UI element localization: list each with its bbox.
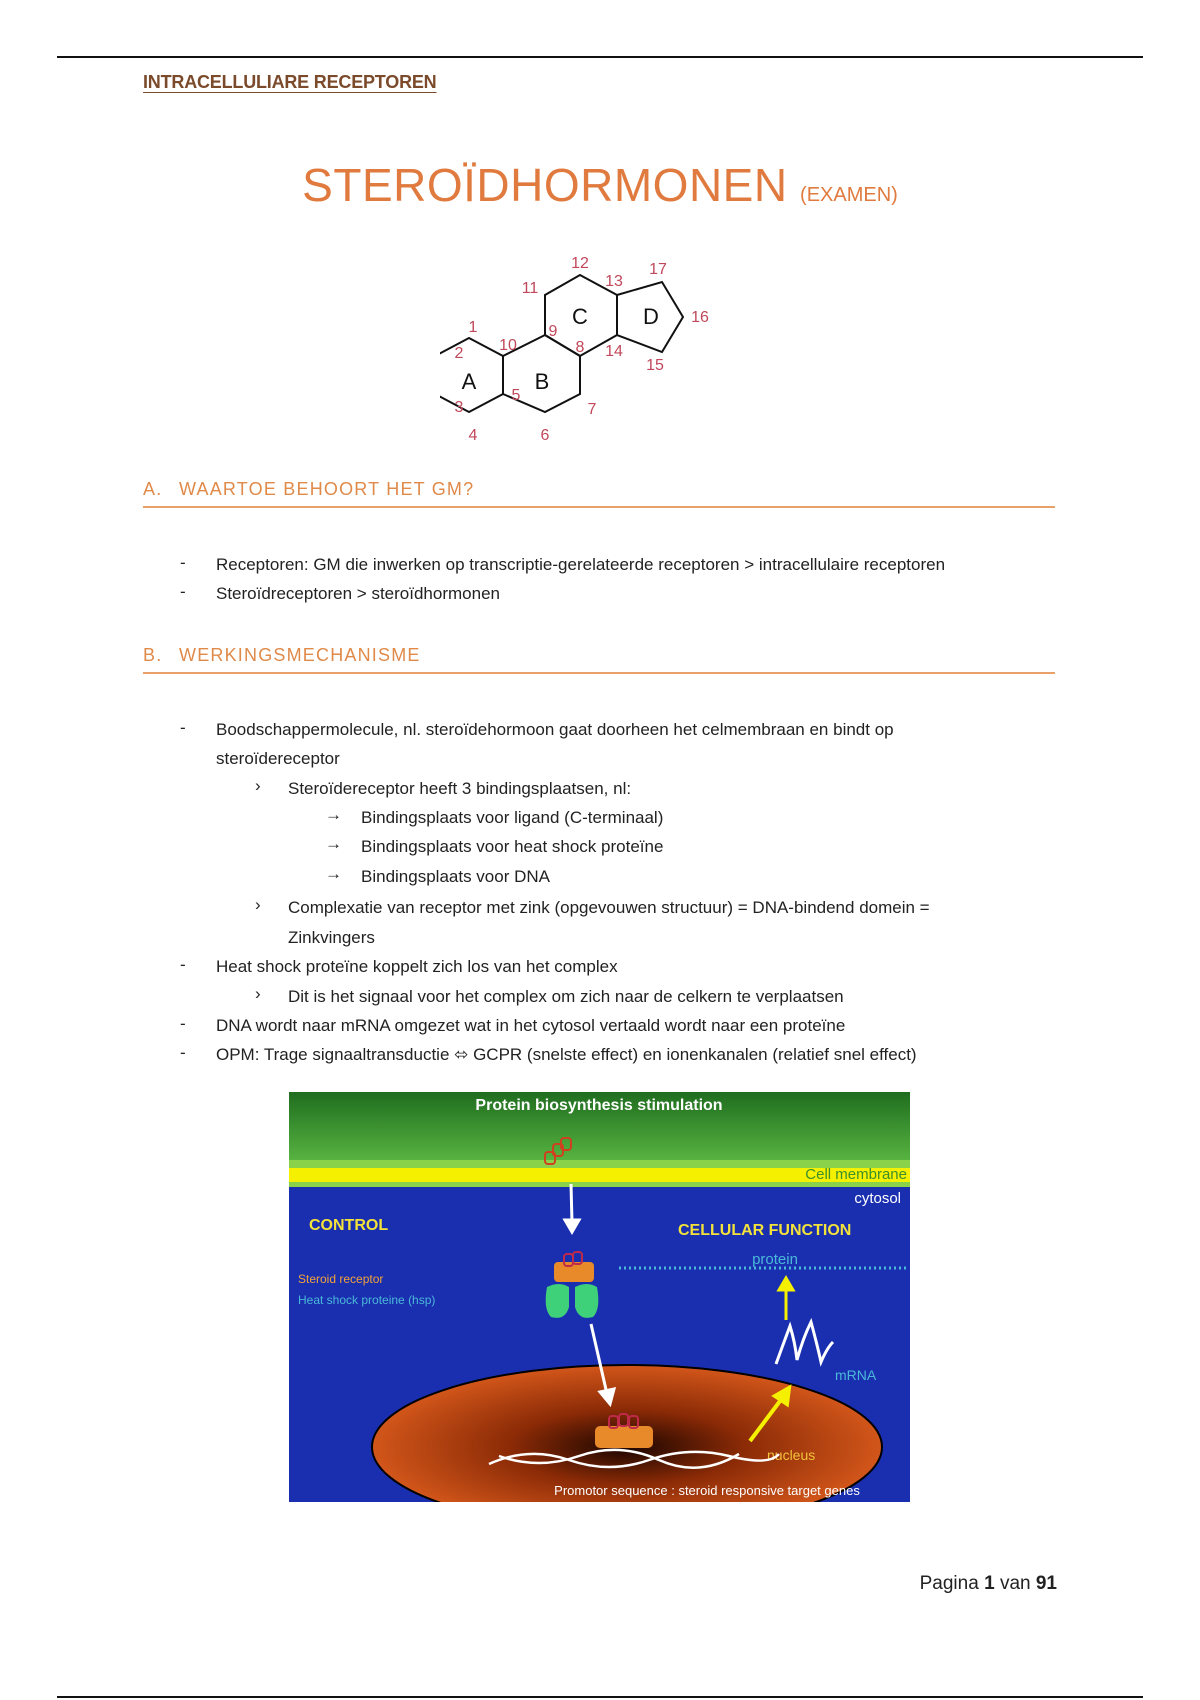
bullet-arrow: → <box>325 834 342 853</box>
ring-label-b: B <box>534 369 550 394</box>
list-item: Steroïdreceptoren > steroïdhormonen <box>216 584 500 603</box>
list-item: Steroïdereceptor heeft 3 bindingsplaatsen, nl: <box>288 779 632 798</box>
list-item-continuation: steroïdereceptor <box>216 749 340 768</box>
bullet-chevron: › <box>255 895 261 914</box>
footer-prefix: Pagina <box>919 1573 979 1594</box>
section-heading-b <box>143 645 1055 674</box>
atom-number: 12 <box>571 255 589 272</box>
atom-number: 15 <box>646 357 664 374</box>
control-label: CONTROL <box>309 1217 389 1234</box>
bullet-arrow: → <box>325 864 342 883</box>
atom-number: 14 <box>605 343 623 360</box>
protein-label: protein <box>752 1251 798 1268</box>
bullet-dash: - <box>180 955 186 974</box>
steroid-skeleton-diagram <box>440 245 760 455</box>
atom-number: 4 <box>468 427 478 444</box>
section-letter: A. <box>143 479 163 499</box>
atom-number: 1 <box>468 319 478 336</box>
list-item-continuation: Zinkvingers <box>288 928 375 947</box>
bullet-dash: - <box>180 582 186 601</box>
atom-number: 2 <box>454 345 464 362</box>
section-heading-text: WERKINGSMECHANISME <box>179 645 421 665</box>
bullet-chevron: › <box>255 984 261 1003</box>
top-rule <box>57 56 1143 58</box>
ring-label-a: A <box>461 369 477 394</box>
bullet-dash: - <box>180 1043 186 1062</box>
document-title <box>0 158 1200 212</box>
list-item: Bindingsplaats voor heat shock proteïne <box>361 837 664 856</box>
list-item: Dit is het signaal voor het complex om zich naar de celkern te verplaatsen <box>288 987 844 1006</box>
promotor-label: Promotor sequence : steroid responsive target genes <box>554 1483 860 1498</box>
bullet-chevron: › <box>255 776 261 795</box>
atom-number: 5 <box>511 387 521 404</box>
header-title: INTRACELLULIARE RECEPTOREN <box>143 72 437 92</box>
cell-membrane-label: Cell membrane <box>805 1166 907 1183</box>
bottom-rule <box>57 1696 1143 1698</box>
section-heading-a <box>143 479 1055 508</box>
bullet-arrow: → <box>325 805 342 824</box>
atom-number: 13 <box>605 273 623 290</box>
figure-title: Protein biosynthesis stimulation <box>475 1097 723 1114</box>
atom-number: 6 <box>540 427 550 444</box>
footer-page-number: 1 <box>984 1573 995 1594</box>
list-item: Heat shock proteïne koppelt zich los van het complex <box>216 957 618 976</box>
cellular-function-label: CELLULAR FUNCTION <box>678 1222 852 1239</box>
list-item: Complexatie van receptor met zink (opgevouwen structuur) = DNA-bindend domein = <box>288 898 930 917</box>
atom-number: 8 <box>575 339 585 356</box>
atom-number: 11 <box>521 280 539 297</box>
ring-label-c: C <box>572 304 588 329</box>
page-footer <box>920 1573 1057 1595</box>
list-item: Bindingsplaats voor ligand (C-terminaal) <box>361 808 664 827</box>
list-item: Boodschappermolecule, nl. steroïdehormoon gaat doorheen het celmembraan en bindt op <box>216 720 894 739</box>
list-item: DNA wordt naar mRNA omgezet wat in het cytosol vertaald wordt naar een proteïne <box>216 1016 846 1035</box>
bullet-dash: - <box>180 718 186 737</box>
footer-middle: van <box>999 1573 1031 1594</box>
bullet-dash: - <box>180 553 186 572</box>
mrna-label: mRNA <box>835 1367 877 1383</box>
section-letter: B. <box>143 645 163 665</box>
atom-number: 17 <box>649 261 667 278</box>
atom-number: 10 <box>499 337 517 354</box>
title-main: STEROÏDHORMONEN <box>302 159 788 211</box>
ring-label-d: D <box>643 304 659 329</box>
bullet-dash: - <box>180 1014 186 1033</box>
steroid-receptor-label: Steroid receptor <box>298 1272 384 1286</box>
list-item: Bindingsplaats voor DNA <box>361 867 550 886</box>
title-sub: (EXAMEN) <box>800 184 898 206</box>
list-item: Receptoren: GM die inwerken op transcriptie-gerelateerde receptoren > intracellulaire receptoren <box>216 555 946 574</box>
hsp-label: Heat shock proteine (hsp) <box>298 1293 436 1307</box>
section-heading-text: WAARTOE BEHOORT HET GM? <box>179 479 475 499</box>
list-item: OPM: Trage signaaltransductie ⬄ GCPR (snelste effect) en ionenkanalen (relatief snel effect) <box>216 1045 917 1064</box>
atom-number: 3 <box>454 399 464 416</box>
atom-number: 16 <box>691 309 709 326</box>
atom-number: 7 <box>587 401 597 418</box>
cytosol-label: cytosol <box>854 1190 901 1207</box>
footer-total-pages: 91 <box>1035 1573 1057 1594</box>
nucleus-label: nucleus <box>767 1447 816 1463</box>
protein-biosynthesis-figure <box>289 1092 910 1502</box>
atom-number: 9 <box>548 323 558 340</box>
